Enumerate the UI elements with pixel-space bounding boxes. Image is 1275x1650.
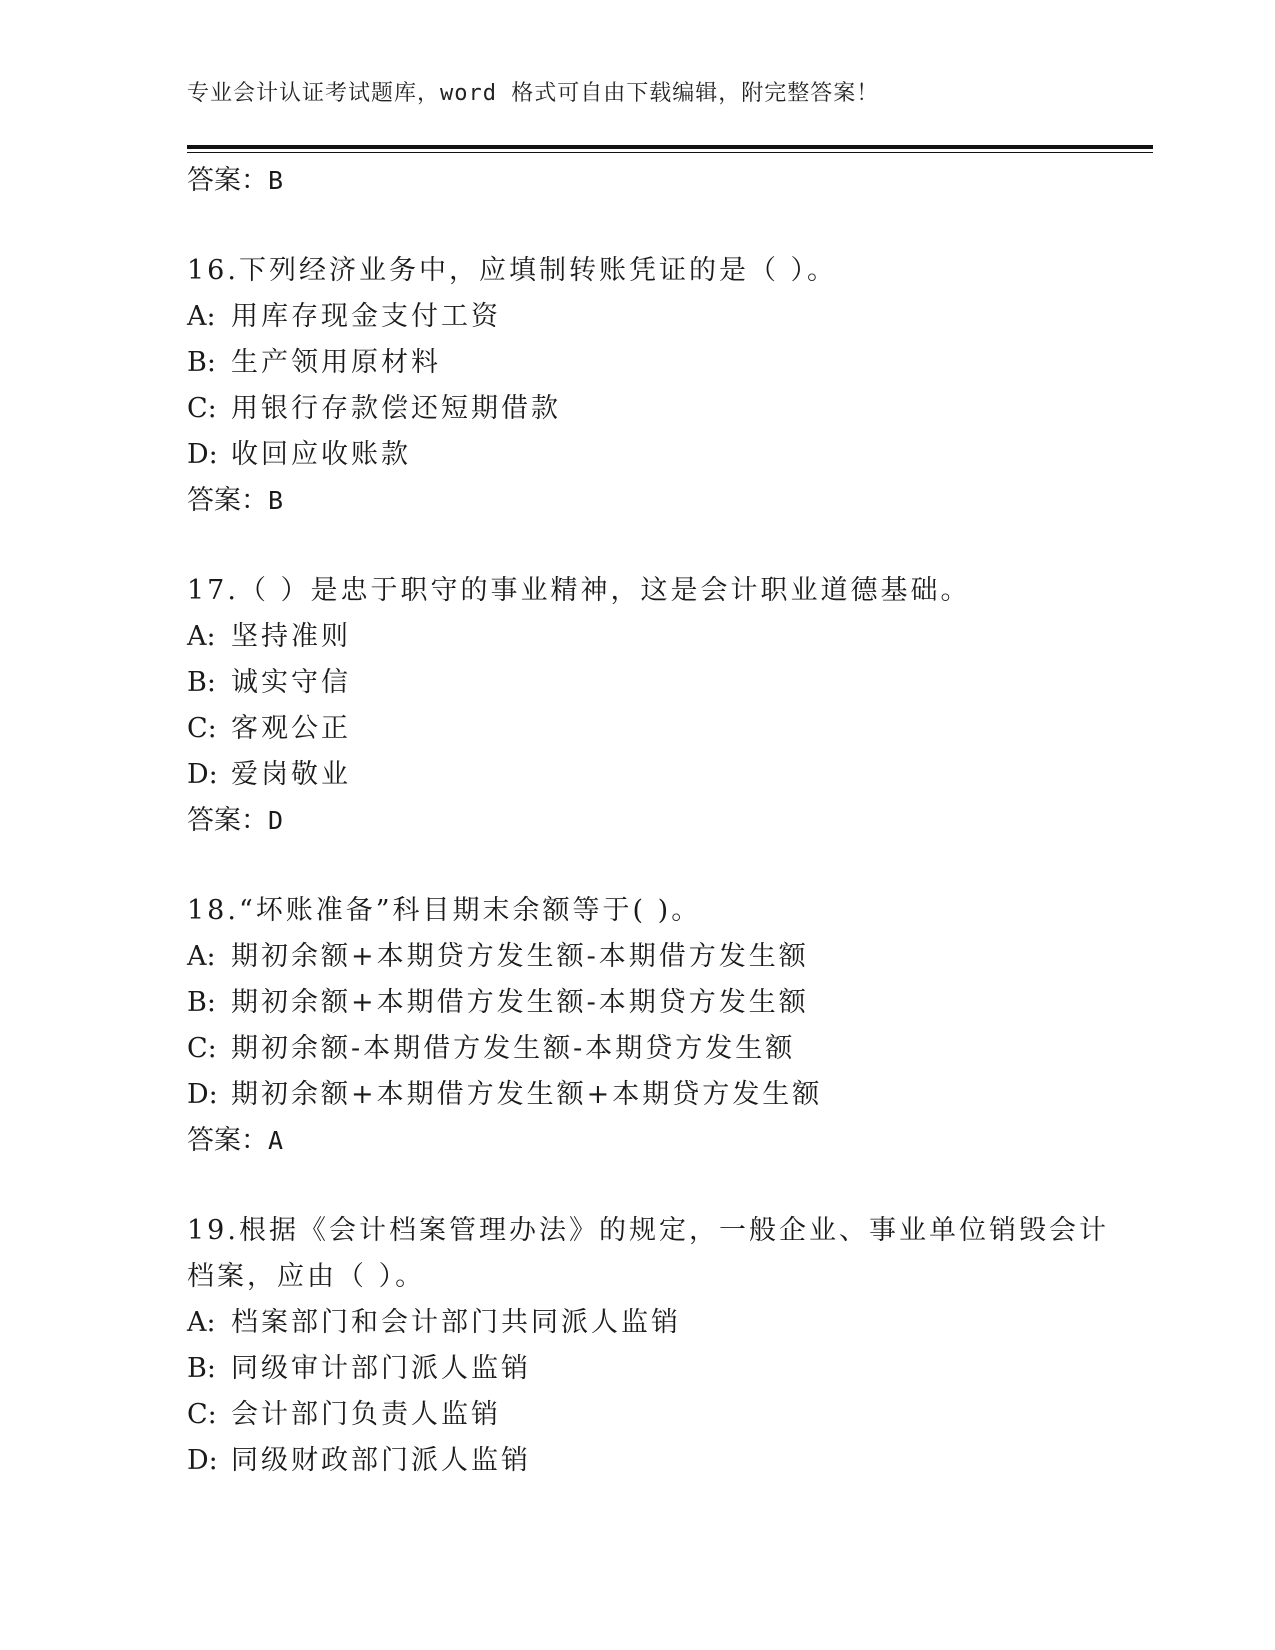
option-letter: C: — [187, 1033, 217, 1064]
question-stem-line-2: 档案，应由（ ）。 — [187, 1261, 426, 1292]
option-letter: C: — [187, 393, 217, 424]
option-text: 客观公正 — [231, 713, 351, 744]
option-text: 用银行存款偿还短期借款 — [231, 393, 561, 424]
option-d — [187, 432, 1097, 478]
option-letter: A: — [187, 1307, 216, 1338]
option-letter: A: — [187, 941, 216, 972]
option-letter: B: — [187, 347, 216, 378]
option-text: 同级审计部门派人监销 — [231, 1353, 531, 1384]
option-letter: C: — [187, 1399, 217, 1430]
option-c — [187, 386, 1097, 432]
option-letter: A: — [187, 301, 216, 332]
answer-line — [187, 798, 1097, 844]
answer-value: B — [268, 486, 284, 515]
option-c — [187, 706, 1097, 752]
header-rule-thin — [187, 152, 1153, 153]
option-b — [187, 1346, 1097, 1392]
header-rule-thick — [187, 145, 1153, 149]
answer-value: A — [268, 1126, 284, 1155]
answer-label: 答案： — [187, 1125, 268, 1156]
answer-value: D — [268, 806, 284, 835]
option-text: 期初余额+本期借方发生额-本期贷方发生额 — [231, 987, 809, 1018]
option-d — [187, 1438, 1097, 1484]
question-stem: 18.“坏账准备”科目期末余额等于( )。 — [187, 895, 702, 926]
option-letter: A: — [187, 621, 216, 652]
option-d — [187, 1072, 1097, 1118]
document-body — [187, 158, 1109, 1484]
answer-label: 答案： — [187, 805, 268, 836]
option-a — [187, 1300, 1097, 1346]
option-text: 同级财政部门派人监销 — [231, 1445, 531, 1476]
option-text: 收回应收账款 — [231, 439, 411, 470]
option-letter: B: — [187, 667, 216, 698]
question-stem-line-1: 19.根据《会计档案管理办法》的规定，一般企业、事业单位销毁会计 — [187, 1215, 1109, 1246]
option-a — [187, 614, 1097, 660]
question-19 — [187, 1208, 1109, 1484]
question-18 — [187, 888, 1097, 1164]
option-a — [187, 934, 1097, 980]
option-text: 爱岗敬业 — [231, 759, 351, 790]
question-16 — [187, 248, 1097, 524]
option-text: 坚持准则 — [231, 621, 351, 652]
option-text: 用库存现金支付工资 — [231, 301, 501, 332]
option-c — [187, 1392, 1097, 1438]
option-text: 生产领用原材料 — [231, 347, 441, 378]
option-letter: B: — [187, 987, 216, 1018]
answer-line-q15 — [187, 158, 1097, 204]
answer-line — [187, 1118, 1097, 1164]
option-letter: D: — [187, 439, 218, 470]
answer-value: B — [268, 166, 284, 195]
option-b — [187, 660, 1097, 706]
option-letter: D: — [187, 1445, 218, 1476]
answer-label: 答案： — [187, 165, 268, 196]
option-letter: D: — [187, 1079, 218, 1110]
question-stem: 16.下列经济业务中，应填制转账凭证的是（ ）。 — [187, 255, 838, 286]
option-d — [187, 752, 1097, 798]
option-letter: D: — [187, 759, 218, 790]
option-letter: C: — [187, 713, 217, 744]
option-text: 期初余额-本期借方发生额-本期贷方发生额 — [231, 1033, 796, 1064]
option-text: 会计部门负责人监销 — [231, 1399, 501, 1430]
option-letter: B: — [187, 1353, 216, 1384]
question-17 — [187, 568, 1097, 844]
answer-line — [187, 478, 1097, 524]
option-a — [187, 294, 1097, 340]
option-c — [187, 1026, 1097, 1072]
answer-label: 答案： — [187, 485, 268, 516]
option-b — [187, 340, 1097, 386]
option-text: 期初余额+本期贷方发生额-本期借方发生额 — [231, 941, 809, 972]
option-b — [187, 980, 1097, 1026]
page-header-text: 专业会计认证考试题库，word 格式可自由下载编辑，附完整答案！ — [187, 81, 880, 106]
option-text: 诚实守信 — [231, 667, 351, 698]
option-text: 档案部门和会计部门共同派人监销 — [231, 1307, 681, 1338]
question-stem: 17.（ ）是忠于职守的事业精神，这是会计职业道德基础。 — [187, 575, 971, 606]
option-text: 期初余额+本期借方发生额+本期贷方发生额 — [231, 1079, 823, 1110]
